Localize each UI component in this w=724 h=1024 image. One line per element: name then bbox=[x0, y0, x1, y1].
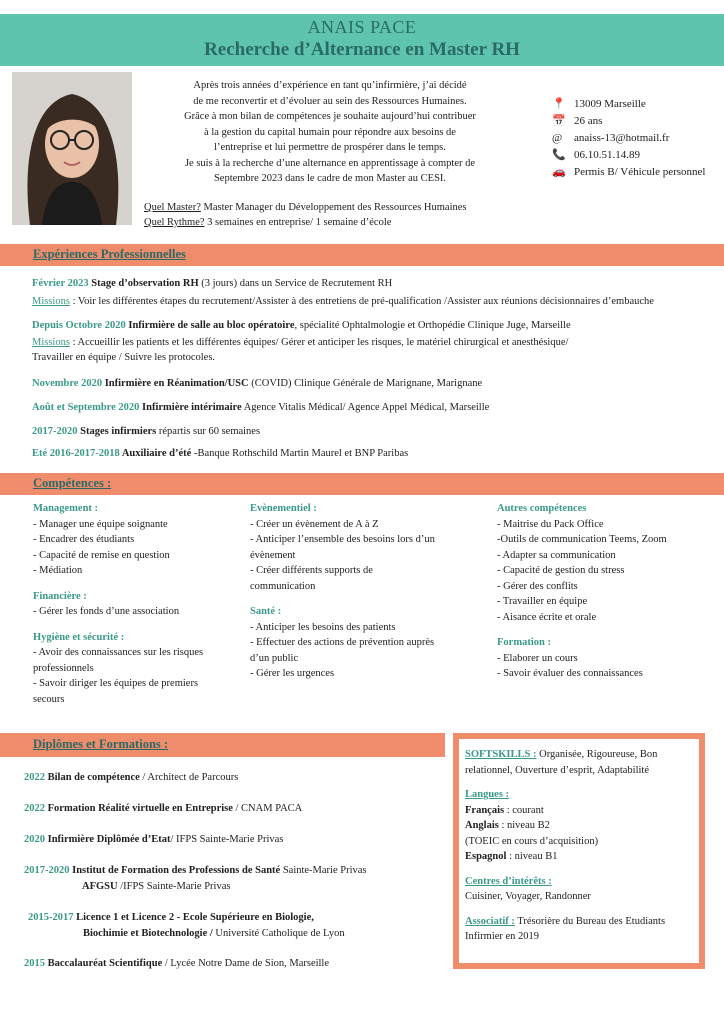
skill-item: - Capacité de remise en question bbox=[33, 549, 170, 561]
skill-group-heading: Autres compétences bbox=[497, 503, 587, 514]
experience-date: Novembre 2020 bbox=[32, 378, 103, 389]
diploma-title: Institut de Formation des Professions de Santé bbox=[69, 865, 281, 876]
missions-label: Missions bbox=[32, 296, 70, 307]
skill-item: - Savoir évaluer des connaissances bbox=[497, 668, 643, 679]
competences-heading: Compétences : bbox=[33, 476, 112, 490]
experience-title: Infirmière en Réanimation/USC bbox=[102, 378, 249, 389]
skill-item: - Capacité de gestion du stress bbox=[497, 565, 625, 576]
experience-item bbox=[32, 376, 712, 391]
rythme-value: 3 semaines en entreprise/ 1 semaine d’école bbox=[204, 217, 392, 228]
language-name: Français bbox=[465, 804, 505, 816]
skill-item: communication bbox=[250, 580, 316, 592]
language-name: Anglais bbox=[465, 820, 499, 831]
contact-block bbox=[552, 96, 722, 181]
diploma-school: / CNAM PACA bbox=[232, 803, 303, 814]
diplomes-heading: Diplômes et Formations : bbox=[33, 737, 169, 751]
experience-detail: répartis sur 60 semaines bbox=[156, 426, 261, 437]
diploma-date: 2015-2017 bbox=[28, 912, 74, 923]
side-panel bbox=[453, 733, 705, 969]
contact-age: 26 ans bbox=[574, 115, 603, 127]
experience-item bbox=[32, 424, 712, 439]
missions-text: Travailler en équipe / Suivre les protocoles. bbox=[32, 352, 216, 363]
skill-item: - Créer différents supports de bbox=[250, 565, 373, 576]
experience-missions bbox=[32, 294, 712, 309]
skill-group-heading: Formation : bbox=[497, 637, 551, 648]
skill-item: évènement bbox=[250, 549, 296, 561]
language-note: (TOEIC en cours d’acquisition) bbox=[465, 835, 599, 847]
language-level: : courant bbox=[504, 804, 544, 816]
diploma-item bbox=[28, 910, 448, 941]
competences-col-3 bbox=[497, 501, 719, 682]
intro-line: Grâce à mon bilan de compétences je souhaite aujourd’hui contribuer bbox=[184, 111, 476, 122]
intro-line: Après trois années d’expérience en tant qu’infirmière, j’ai décidé bbox=[193, 80, 467, 91]
missions-label: Missions bbox=[32, 337, 70, 348]
langues-heading: Langues : bbox=[465, 789, 510, 800]
skill-item: - Gérer des conflits bbox=[497, 580, 578, 592]
diploma-school: / Architect de Parcours bbox=[139, 772, 239, 783]
intro-line: de me reconvertir et d’évoluer au sein des Ressources Humaines. bbox=[193, 95, 467, 107]
master-value: Master Manager du Développement des Ressources Humaines bbox=[200, 202, 467, 213]
experience-date: Depuis Octobre 2020 bbox=[32, 320, 126, 331]
experience-detail: (COVID) Clinique Générale de Marignane, Marignane bbox=[248, 378, 483, 389]
diploma-item bbox=[24, 863, 449, 894]
language-name: Espagnol bbox=[465, 851, 507, 862]
diploma-school: / IFPS Sainte-Marie Privas bbox=[170, 834, 284, 845]
experience-title: Infirmière de salle au bloc opératoire bbox=[125, 320, 295, 331]
diploma-title: Bilan de compétence bbox=[45, 772, 140, 783]
diploma-title: Biochimie et Biotechnologie / bbox=[83, 927, 213, 939]
experience-date: Août et Septembre 2020 bbox=[32, 402, 140, 413]
experience-detail: -Banque Rothschild Martin Maurel et BNP Paribas bbox=[191, 448, 409, 459]
diploma-title: AFGSU bbox=[82, 880, 118, 892]
softskills-text: Organisée, Rigoureuse, Bon relationnel, Ouverture d’esprit, Adaptabilité bbox=[465, 749, 658, 776]
intro-line: Je suis à la recherche d’une alternance en apprentissage à compter de bbox=[184, 157, 476, 169]
intro-line: Septembre 2023 dans le cadre de mon Master au CESI. bbox=[213, 173, 447, 184]
skill-item: - Adapter sa communication bbox=[497, 549, 616, 561]
intro-paragraph bbox=[150, 78, 510, 187]
skill-item: -Outils de communication Teems, Zoom bbox=[497, 534, 667, 545]
experience-item bbox=[32, 400, 712, 415]
contact-permis: Permis B/ Véhicule personnel bbox=[574, 166, 706, 178]
skill-item: - Elaborer un cours bbox=[497, 652, 578, 664]
header-band bbox=[0, 14, 724, 66]
skill-item: - Gérer les urgences bbox=[250, 668, 335, 679]
skill-group-heading: Evènementiel : bbox=[250, 503, 317, 514]
experience-item bbox=[32, 318, 712, 333]
skill-item: - Gérer les fonds d’une association bbox=[33, 606, 180, 617]
diploma-school: Université Catholique de Lyon bbox=[212, 927, 345, 939]
skill-group-heading: Santé : bbox=[250, 606, 282, 617]
experience-detail: (3 jours) dans un Service de Recrutement RH bbox=[198, 278, 393, 289]
experience-item bbox=[32, 276, 712, 291]
cv-title: Recherche d’Alternance en Master RH bbox=[204, 39, 520, 60]
skill-item: - Savoir diriger les équipes de premiers bbox=[33, 678, 199, 689]
skill-item: d’un public bbox=[250, 652, 299, 664]
skill-item: - Manager une équipe soignante bbox=[33, 518, 168, 530]
language-level: : niveau B2 bbox=[498, 820, 550, 831]
skill-item: - Anticiper l’ensemble des besoins lors d’un bbox=[250, 534, 435, 545]
diploma-item bbox=[24, 832, 444, 848]
diplomes-band bbox=[0, 733, 445, 757]
competences-col-1 bbox=[33, 501, 243, 707]
skill-item: - Maitrise du Pack Office bbox=[497, 518, 604, 530]
missions-text: : Voir les différentes étapes du recrutement/Assister à des entretiens de pré-qualification /Assister aux réunions décisionnaires d’embauche bbox=[69, 296, 654, 307]
diploma-item bbox=[24, 801, 444, 817]
contact-phone[interactable]: 06.10.51.14.89 bbox=[574, 149, 640, 161]
competences-band bbox=[0, 473, 724, 495]
master-info bbox=[144, 200, 544, 230]
diploma-item bbox=[24, 770, 444, 786]
contact-email[interactable]: anaiss-13@hotmail.fr bbox=[574, 132, 670, 144]
interests-text: Cuisiner, Voyager, Randonner bbox=[465, 891, 591, 902]
experience-date: Eté 2016-2017-2018 bbox=[32, 448, 120, 459]
missions-text: : Accueillir les patients et les différentes équipes/ Gérer et anticiper les risques, le matériel chirurgical et anesthésique/ bbox=[69, 337, 569, 348]
associatif-heading: Associatif : bbox=[465, 915, 515, 927]
master-label: Quel Master? bbox=[144, 202, 201, 213]
skill-item: - Créer un évènement de A à Z bbox=[250, 518, 379, 530]
skill-item: - Anticiper les besoins des patients bbox=[250, 621, 396, 633]
diploma-school: / Lycée Notre Dame de Sion, Marseille bbox=[162, 958, 330, 969]
diploma-school: Sainte-Marie Privas bbox=[280, 865, 367, 876]
car-icon: 🚗 bbox=[552, 166, 566, 178]
intro-line: l’entreprise et lui permettre de prospérer dans le temps. bbox=[214, 142, 446, 153]
skill-item: secours bbox=[33, 693, 65, 705]
phone-icon: 📞 bbox=[552, 149, 566, 161]
competences-col-2 bbox=[250, 501, 475, 682]
softskills-heading: SOFTSKILLS : bbox=[465, 749, 537, 760]
diploma-date: 2022 bbox=[24, 803, 45, 814]
diploma-item bbox=[24, 956, 444, 972]
skill-item: professionnels bbox=[33, 662, 94, 674]
diploma-title: Infirmière Diplômée d’Etat bbox=[45, 834, 171, 845]
experiences-heading: Expériences Professionnelles bbox=[33, 247, 186, 261]
experience-date: 2017-2020 bbox=[32, 426, 78, 437]
skill-group-heading: Financière : bbox=[33, 590, 87, 602]
contact-city: 13009 Marseille bbox=[574, 98, 646, 110]
diploma-title: Baccalauréat Scientifique bbox=[45, 958, 163, 969]
experience-missions bbox=[32, 335, 712, 365]
skill-item: - Travailler en équipe bbox=[497, 596, 588, 607]
skill-item: - Effectuer des actions de prévention auprès bbox=[250, 637, 435, 648]
location-pin-icon: 📍 bbox=[552, 98, 566, 110]
rythme-label: Quel Rythme? bbox=[144, 217, 205, 228]
experience-title: Stage d’observation RH bbox=[88, 278, 199, 289]
diploma-school: /IFPS Sainte-Marie Privas bbox=[117, 880, 231, 892]
interests-heading: Centres d’intérêts : bbox=[465, 875, 552, 887]
diploma-date: 2020 bbox=[24, 834, 45, 845]
portrait-image bbox=[12, 72, 132, 225]
skill-group-heading: Management : bbox=[33, 503, 99, 514]
skill-item: - Encadrer des étudiants bbox=[33, 534, 135, 545]
diploma-date: 2015 bbox=[24, 958, 45, 969]
experience-title: Infirmière intérimaire bbox=[139, 402, 242, 413]
diploma-title: Licence 1 et Licence 2 - Ecole Supérieure en Biologie, bbox=[73, 912, 314, 923]
experience-title: Auxiliaire d’été bbox=[119, 448, 192, 459]
diploma-title: Formation Réalité virtuelle en Entreprise bbox=[45, 803, 233, 814]
experience-item bbox=[32, 446, 712, 461]
diploma-date: 2017-2020 bbox=[24, 865, 70, 876]
experience-title: Stages infirmiers bbox=[77, 426, 157, 437]
experiences-band bbox=[0, 244, 724, 266]
associatif-text: Trésorière du Bureau des Etudiants Infirmier en 2019 bbox=[465, 915, 666, 942]
experience-detail: Agence Vitalis Médical/ Agence Appel Médical, Marseille bbox=[241, 402, 490, 413]
experience-date: Février 2023 bbox=[32, 278, 89, 289]
diploma-date: 2022 bbox=[24, 772, 45, 783]
skill-group-heading: Hygiène et sécurité : bbox=[33, 631, 125, 643]
skill-item: - Aisance écrite et orale bbox=[497, 611, 597, 623]
intro-line: à la gestion du capital humain pour répondre aux besoins de bbox=[204, 126, 456, 138]
candidate-name: ANAIS PACE bbox=[307, 17, 417, 37]
skill-item: - Médiation bbox=[33, 565, 83, 576]
skill-item: - Avoir des connaissances sur les risques bbox=[33, 647, 204, 658]
language-level: : niveau B1 bbox=[506, 851, 558, 862]
experience-detail: , spécialité Ophtalmologie et Orthopédie Clinique Juge, Marseille bbox=[294, 320, 571, 331]
profile-photo bbox=[12, 72, 132, 225]
calendar-icon: 📅 bbox=[552, 115, 566, 127]
at-sign-icon: @ bbox=[552, 132, 563, 144]
